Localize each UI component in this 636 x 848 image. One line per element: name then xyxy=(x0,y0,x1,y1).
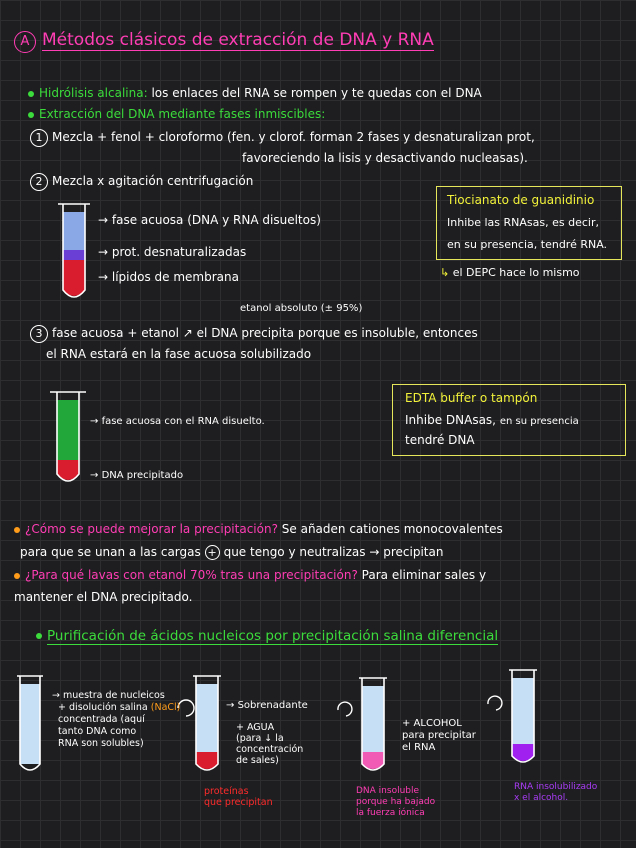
step3-text-b: el DNA precipita porque es insoluble, entonces xyxy=(196,326,478,340)
answer-2-a: Para eliminar sales y xyxy=(361,568,487,582)
tubeC-bottom2: porque ha bajado xyxy=(356,797,436,807)
tubeB-p1: (para ↓ la xyxy=(236,733,284,744)
tube-diagram-2 xyxy=(44,382,92,492)
tubeB-sobrenadante-text: Sobrenadante xyxy=(237,700,308,711)
depc-text: el DEPC hace lo mismo xyxy=(452,266,580,279)
tubeA-line5-text: RNA son solubles) xyxy=(58,738,144,749)
tube1-proteins-text: prot. desnaturalizadas xyxy=(111,245,247,259)
step2-line xyxy=(30,173,253,191)
ethanol-note: etanol absoluto (± 95%) xyxy=(240,303,363,314)
tubeA-line3-text: concentrada (aquí xyxy=(58,714,145,725)
step3-line2: el RNA estará en la fase acuosa solubilizado xyxy=(46,347,312,361)
answer-1-pre: para que se unan a las cargas xyxy=(20,545,201,559)
box2-title: EDTA buffer o tampón xyxy=(405,391,538,405)
tubeD-bottom1: RNA insolubilizado xyxy=(514,782,598,792)
bullet-extraccion xyxy=(28,107,325,121)
bullet-hidrolisis xyxy=(28,86,482,100)
nacl-label: (NaCl) xyxy=(150,702,181,713)
box2-line1-b: en su presencia xyxy=(499,416,579,427)
tubeA-line4 xyxy=(52,726,180,738)
tube-diagram-1 xyxy=(52,198,100,310)
tube1-label-proteins: → prot. desnaturalizadas xyxy=(98,245,247,259)
tubeC-l3: el RNA xyxy=(402,742,436,753)
tubeC-l2: para precipitar xyxy=(402,730,476,741)
tubeA-line1-text: muestra de nucleicos xyxy=(62,690,165,701)
tubeB-p3: de sales) xyxy=(236,755,279,766)
arrow-icon: ↳ xyxy=(440,266,450,279)
section2-title-text: Purificación de ácidos nucleicos por precipitación salina diferencial xyxy=(47,628,499,644)
step3-number: 3 xyxy=(30,325,48,343)
title-number-badge: A xyxy=(14,31,36,53)
tubeD-bottom2: x el alcohol. xyxy=(514,793,569,803)
question-1-text: ¿Cómo se puede mejorar la precipitación? xyxy=(25,522,278,536)
section2-title xyxy=(36,628,498,644)
tubeA-line2 xyxy=(52,702,180,714)
depc-note xyxy=(440,266,580,279)
tube-c xyxy=(359,678,387,770)
tubeC-bottom xyxy=(356,786,435,819)
question-2-text: ¿Para qué lavas con etanol 70% tras una precipitación? xyxy=(25,568,358,582)
step3-line1 xyxy=(30,325,478,343)
tubeB-bottom1: proteínas xyxy=(204,786,249,797)
tube-d xyxy=(509,670,537,762)
bullet-dot xyxy=(28,91,34,97)
tube1-lipid-layer xyxy=(63,260,85,296)
box1-line2: en su presencia, tendré RNA. xyxy=(447,238,608,251)
tube1-label-aqueous: → fase acuosa (DNA y RNA disueltos) xyxy=(98,213,321,227)
tube-a xyxy=(17,676,43,770)
tube1-protein-layer xyxy=(63,250,85,260)
tubeC-bottom1: DNA insoluble xyxy=(356,786,420,796)
step1-number: 1 xyxy=(30,129,48,147)
tubeC-bottom3: la fuerza iónica xyxy=(356,808,425,818)
step1-line1 xyxy=(30,129,535,147)
tubeB-bottom2: que precipitan xyxy=(204,797,273,808)
bullet-dot xyxy=(28,112,34,118)
box2-line2: tendré DNA xyxy=(405,433,475,447)
bullet-dot xyxy=(14,527,20,533)
tubeB-notes xyxy=(236,722,303,766)
question-1 xyxy=(14,522,503,536)
circular-arrow-b xyxy=(338,702,352,716)
tubeB-bottom xyxy=(204,786,273,808)
tube2-aqueous-layer xyxy=(57,400,79,460)
step2-text: Mezcla x agitación centrifugación xyxy=(52,174,254,188)
tubeC-notes xyxy=(402,718,476,754)
tubeA-line5 xyxy=(52,738,180,750)
positive-charge-icon: + xyxy=(205,545,220,560)
box1-line1: Inhibe las RNAsas, es decir, xyxy=(447,216,599,229)
tube1-aqueous-text: fase acuosa (DNA y RNA disueltos) xyxy=(111,213,321,227)
page-title xyxy=(14,30,434,53)
box2-line1 xyxy=(405,413,579,427)
step1-line2: favoreciendo la lisis y desactivando nucleasas). xyxy=(242,151,528,165)
circular-arrow-a xyxy=(178,700,194,716)
tubeB-p2: concentración xyxy=(236,744,304,755)
tubeA-line1: → muestra de nucleicos xyxy=(52,690,165,701)
extraccion-text: Extracción del DNA mediante fases inmiscibles: xyxy=(39,107,326,121)
tubeA-labels xyxy=(52,690,180,750)
step1-text1: Mezcla + fenol + cloroformo (fen. y clorof. forman 2 fases y desnaturalizan prot, xyxy=(52,130,535,144)
answer-1-post: que tengo y neutralizas → precipitan xyxy=(223,545,444,559)
bullet-dot xyxy=(36,633,42,639)
hidrolisis-text: los enlaces del RNA se rompen y te quedas con el DNA xyxy=(151,86,482,100)
tube2-aqueous-text: fase acuosa con el RNA disuelto. xyxy=(101,416,265,427)
tubeA-line4-text: tanto DNA como xyxy=(58,726,137,737)
tubeA-line2-text: + disolución salina xyxy=(58,702,148,713)
tube1-lipids-text: lípidos de membrana xyxy=(111,270,239,284)
tube-b xyxy=(193,676,221,770)
tube2-label-aqueous: → fase acuosa con el RNA disuelto. xyxy=(90,416,265,427)
step3-text-a: fase acuosa + etanol xyxy=(52,326,179,340)
box2-line1-a: Inhibe DNAsas, xyxy=(405,413,496,427)
circular-arrow-c xyxy=(488,696,502,710)
hidrolisis-label: Hidrólisis alcalina: xyxy=(39,86,148,100)
tube2-label-dna: → DNA precipitado xyxy=(90,470,184,481)
edta-box xyxy=(392,384,626,456)
tubeB-sobrenadante: → Sobrenadante xyxy=(226,700,308,711)
bullet-dot xyxy=(14,573,20,579)
guanidinium-box xyxy=(436,186,622,260)
tubeB-agua: + AGUA xyxy=(236,722,275,733)
tubeD-bottom xyxy=(514,782,597,804)
arrow-icon: ↗ xyxy=(182,326,193,340)
question-2 xyxy=(14,568,486,582)
answer-1-a: Se añaden cationes monocovalentes xyxy=(281,522,503,536)
title-text: Métodos clásicos de extracción de DNA y RNA xyxy=(42,30,434,50)
tubeC-l1: + ALCOHOL xyxy=(402,718,462,729)
tube1-label-lipids: → lípidos de membrana xyxy=(98,270,239,284)
tube1-aqueous-layer xyxy=(63,212,85,256)
tubeA-line3 xyxy=(52,714,180,726)
answer-1-line2 xyxy=(20,545,443,560)
step2-number: 2 xyxy=(30,173,48,191)
box1-title: Tiocianato de guanidinio xyxy=(447,193,595,207)
answer-2-line2: mantener el DNA precipitado. xyxy=(14,590,193,604)
tube2-dna-text: DNA precipitado xyxy=(101,470,184,481)
